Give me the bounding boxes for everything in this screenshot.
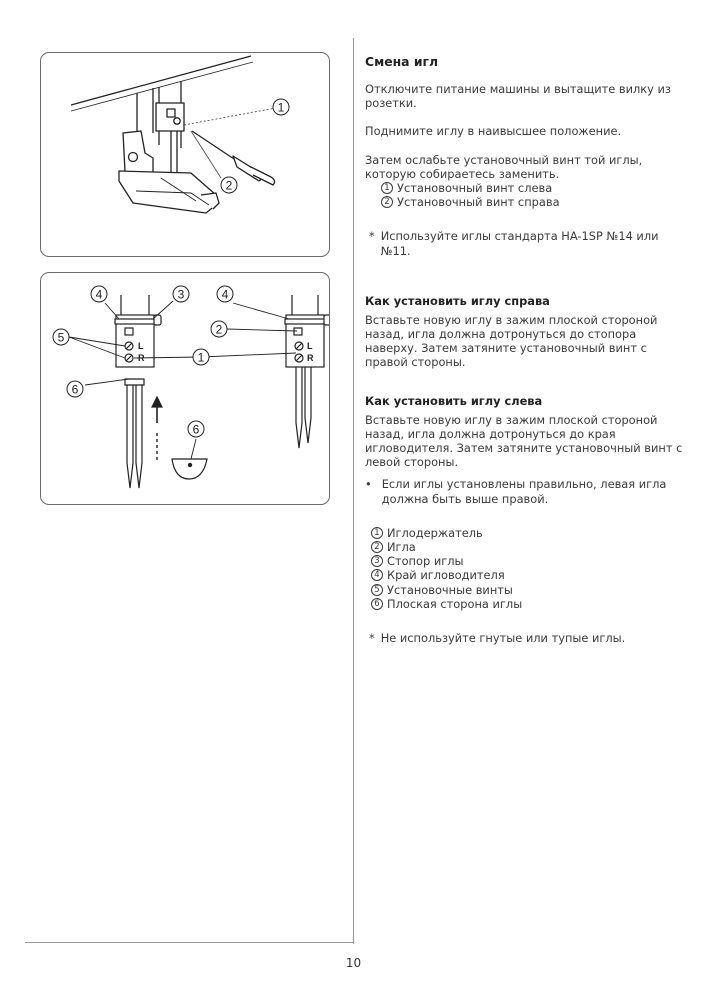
legend-label: Установочные винты [387,582,513,597]
callout-6-flat [188,421,204,437]
screw-label-right: R [138,353,145,363]
svg-text:4: 4 [221,287,229,302]
screw-item-right [365,195,685,209]
number-circle: 1 [371,527,383,539]
legend-item [365,526,685,540]
svg-text:4: 4 [95,287,103,302]
page-number: 10 [345,956,362,970]
legend-list [365,526,685,611]
note-text: Используйте иглы стандарта HA-1SP №14 или №11. [380,229,659,258]
figure-needle-install [40,272,330,505]
svg-text:1: 1 [197,350,205,365]
instructions-column [365,55,685,645]
callout-4-right [217,286,233,302]
number-circle: 2 [381,196,393,208]
callout-3 [173,286,189,302]
legend-label: Край игловодителя [387,568,505,583]
legend-item [365,583,685,597]
figure-needle-install-drawing [41,273,330,505]
legend-item [365,540,685,554]
screw-item-left [365,181,685,195]
svg-text:6: 6 [192,422,200,437]
legend-label: Иглодержатель [387,525,483,540]
bullet-marker: • [365,477,372,492]
svg-text:3: 3 [177,287,185,302]
svg-text:6: 6 [71,382,79,397]
bullet-needle-height [365,477,685,505]
legend-item [365,568,685,582]
number-circle: 1 [381,182,393,194]
svg-text:2: 2 [215,322,223,337]
note-marker: * [369,229,375,244]
legend-label: Стопор иглы [387,554,464,569]
column-divider [353,38,354,944]
svg-text:1: 1 [277,100,285,115]
paragraph-raise-needle: Поднимите иглу в наивысшее положение. [365,124,622,139]
number-circle: 5 [371,584,383,596]
paragraph-right-needle: Вставьте новую иглу в зажим плоской стороной назад, игла должна дотронуться до стопора наверху. Затем затяните установочный винт с правой стороны. [365,312,658,370]
number-circle: 2 [371,541,383,553]
subheading-left-needle: Как установить иглу слева [365,393,543,408]
screw-label-left-2: L [307,341,313,351]
number-circle: 4 [371,569,383,581]
legend-label: Плоская сторона иглы [387,596,523,611]
callout-4-left [91,286,107,302]
note-marker: * [369,631,375,646]
screw-label: Установочный винт справа [397,195,560,210]
svg-text:5: 5 [57,330,65,345]
note-bent-needles [365,631,685,645]
legend-item [365,597,685,611]
callout-1 [273,99,289,115]
screw-label: Установочный винт слева [397,181,553,196]
legend-item [365,554,685,568]
footer-rule [25,942,353,943]
paragraph-left-needle: Вставьте новую иглу в зажим плоской стороной назад, игла должна дотронуться до края игловодителя. Затем затяните установочный винт с левой стороны. [365,412,683,470]
paragraph-unplug: Отключите питание машины и вытащите вилку из розетки. [365,82,671,111]
callout-6-left [67,381,83,397]
screw-label-right-2: R [307,353,314,363]
figure-needle-screw [40,52,330,257]
callout-5 [53,329,69,345]
callout-1 [193,349,209,365]
callout-2 [221,177,237,193]
number-circle: 3 [371,555,383,567]
section-title: Смена игл [365,54,439,69]
subheading-right-needle: Как установить иглу справа [365,293,550,308]
figure-needle-screw-drawing [41,53,330,257]
number-circle: 6 [371,598,383,610]
bullet-text: Если иглы установлены правильно, левая игла должна быть выше правой. [381,477,667,506]
svg-text:2: 2 [225,178,233,193]
callout-2 [211,321,227,337]
legend-label: Игла [387,540,416,555]
paragraph-loosen-screw: Затем ослабьте установочный винт той иглы, которую собираетесь заменить. [365,152,643,181]
note-needle-standard [365,229,685,257]
screw-label-left: L [138,341,144,351]
note-text: Не используйте гнутые или тупые иглы. [380,631,626,646]
